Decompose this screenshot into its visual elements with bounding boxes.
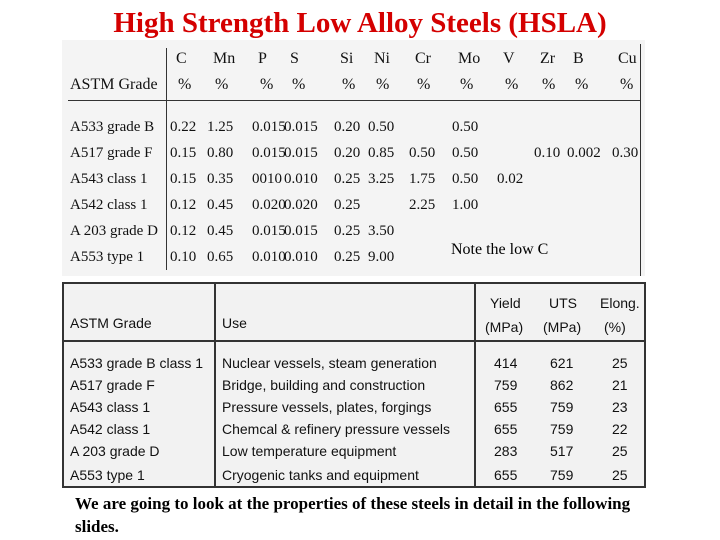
uts-header: UTS <box>549 295 577 311</box>
composition-value: 0.50 <box>368 119 395 135</box>
composition-value: 0.45 <box>207 223 234 239</box>
unit-header: % <box>505 76 519 93</box>
elong-value: 25 <box>612 355 628 371</box>
composition-value: 0.020 <box>252 197 286 213</box>
props-header-divider <box>64 340 644 342</box>
composition-value: 0.02 <box>497 171 524 187</box>
uts-value: 759 <box>550 399 574 415</box>
composition-value: 0.015 <box>252 145 286 161</box>
uts-value: 759 <box>550 421 574 437</box>
yield-header: Yield <box>490 295 521 311</box>
composition-value: 0.015 <box>252 119 286 135</box>
unit-header: % <box>342 76 356 93</box>
composition-value: 0.85 <box>368 145 395 161</box>
composition-value: 0.20 <box>334 145 361 161</box>
props-grade: A533 grade B class 1 <box>70 355 204 371</box>
composition-value: 0.020 <box>284 197 318 213</box>
element-header: Zr <box>540 50 556 67</box>
element-header: Ni <box>374 50 390 67</box>
composition-grade: A542 class 1 <box>70 197 148 213</box>
props-grade: A543 class 1 <box>70 399 151 415</box>
props-use: Chemcal & refinery pressure vessels <box>222 421 450 437</box>
composition-value: 0.45 <box>207 197 234 213</box>
composition-value: 2.25 <box>409 197 436 213</box>
props-grade: A517 grade F <box>70 377 155 393</box>
composition-value: 0.15 <box>170 171 197 187</box>
composition-table <box>62 40 645 276</box>
props-grade-header: ASTM Grade <box>70 315 152 331</box>
low-carbon-note: Note the low C <box>451 241 549 258</box>
composition-value: 0.35 <box>207 171 234 187</box>
composition-value: 0.010 <box>252 249 286 265</box>
unit-header: % <box>178 76 192 93</box>
composition-value: 0.30 <box>612 145 639 161</box>
composition-value: 0.12 <box>170 197 197 213</box>
composition-grade: A517 grade F <box>70 145 153 161</box>
props-grade: A553 type 1 <box>70 467 145 483</box>
right-border <box>640 44 641 276</box>
unit-header: % <box>292 76 306 93</box>
composition-grade: A533 grade B <box>70 119 155 135</box>
composition-value: 0.50 <box>452 119 479 135</box>
grade-column-divider <box>166 48 167 270</box>
elong-value: 23 <box>612 399 628 415</box>
props-use: Bridge, building and construction <box>222 377 426 393</box>
unit-header: % <box>417 76 431 93</box>
element-header: Si <box>340 50 354 67</box>
composition-value: 0.002 <box>567 145 601 161</box>
props-use: Pressure vessels, plates, forgings <box>222 399 432 415</box>
properties-table <box>62 282 646 488</box>
unit-header: % <box>460 76 474 93</box>
composition-value: 0.25 <box>334 197 361 213</box>
uts-value: 517 <box>550 443 574 459</box>
yield-value: 655 <box>494 467 518 483</box>
composition-value: 1.25 <box>207 119 234 135</box>
unit-header: % <box>575 76 589 93</box>
composition-value: 9.00 <box>368 249 395 265</box>
composition-value: 0.50 <box>452 145 479 161</box>
uts-value: 759 <box>550 467 574 483</box>
composition-value: 0.10 <box>170 249 197 265</box>
composition-value: 0.015 <box>284 223 318 239</box>
element-header: Cr <box>415 50 431 67</box>
unit-header: % <box>542 76 556 93</box>
props-grade: A 203 grade D <box>70 443 160 459</box>
yield-value: 283 <box>494 443 518 459</box>
composition-value: 0.20 <box>334 119 361 135</box>
yield-value: 414 <box>494 355 518 371</box>
composition-value: 1.00 <box>452 197 479 213</box>
props-use-header: Use <box>222 315 247 331</box>
element-header: C <box>176 50 187 67</box>
element-header: Cu <box>618 50 637 67</box>
element-header: V <box>503 50 515 67</box>
composition-value: 0.65 <box>207 249 234 265</box>
element-header: B <box>573 50 584 67</box>
props-grade: A542 class 1 <box>70 421 151 437</box>
grade-use-divider <box>214 284 216 486</box>
slide-title: High Strength Low Alloy Steels (HSLA) <box>113 7 607 39</box>
composition-value: 0.22 <box>170 119 197 135</box>
composition-value: 0.50 <box>452 171 479 187</box>
grade-header: ASTM Grade <box>70 76 158 93</box>
uts-value: 862 <box>550 377 574 393</box>
yield-value: 655 <box>494 421 518 437</box>
composition-grade: A543 class 1 <box>70 171 148 187</box>
uts-value: 621 <box>550 355 574 371</box>
composition-value: 0.010 <box>284 171 318 187</box>
footer-note: We are going to look at the properties of these steels in detail in the following slides. <box>75 494 631 536</box>
composition-value: 0.50 <box>409 145 436 161</box>
composition-value: 0.25 <box>334 249 361 265</box>
elong-unit: (%) <box>604 319 626 335</box>
yield-unit: (MPa) <box>485 319 524 335</box>
element-header: Mo <box>458 50 481 67</box>
composition-value: 0.015 <box>252 223 286 239</box>
elong-value: 22 <box>612 421 628 437</box>
composition-value: 0.25 <box>334 223 361 239</box>
elong-value: 21 <box>612 377 628 393</box>
composition-value: 0.12 <box>170 223 197 239</box>
element-header: P <box>258 50 267 67</box>
composition-value: 1.75 <box>409 171 436 187</box>
yield-value: 759 <box>494 377 518 393</box>
element-header: Mn <box>213 50 236 67</box>
composition-value: 0.010 <box>284 249 318 265</box>
yield-value: 655 <box>494 399 518 415</box>
use-values-divider <box>474 284 476 486</box>
header-divider <box>68 100 640 101</box>
unit-header: % <box>260 76 274 93</box>
elong-value: 25 <box>612 443 628 459</box>
element-header: S <box>290 50 299 67</box>
elong-value: 25 <box>612 467 628 483</box>
unit-header: % <box>215 76 229 93</box>
composition-value: 0.15 <box>170 145 197 161</box>
composition-value: 3.25 <box>368 171 395 187</box>
composition-grade: A553 type 1 <box>70 249 145 265</box>
uts-unit: (MPa) <box>543 319 582 335</box>
composition-value: 0.015 <box>284 119 318 135</box>
composition-value: 3.50 <box>368 223 395 239</box>
composition-value: 0.10 <box>534 145 561 161</box>
props-use: Nuclear vessels, steam generation <box>222 355 437 371</box>
composition-value: 0.015 <box>284 145 318 161</box>
composition-value: 0.80 <box>207 145 234 161</box>
props-use: Low temperature equipment <box>222 443 397 459</box>
unit-header: % <box>376 76 390 93</box>
elong-header: Elong. <box>600 295 640 311</box>
unit-header: % <box>620 76 634 93</box>
composition-value: 0010 <box>252 171 282 187</box>
composition-grade: A 203 grade D <box>70 223 158 239</box>
props-use: Cryogenic tanks and equipment <box>222 467 419 483</box>
composition-value: 0.25 <box>334 171 361 187</box>
